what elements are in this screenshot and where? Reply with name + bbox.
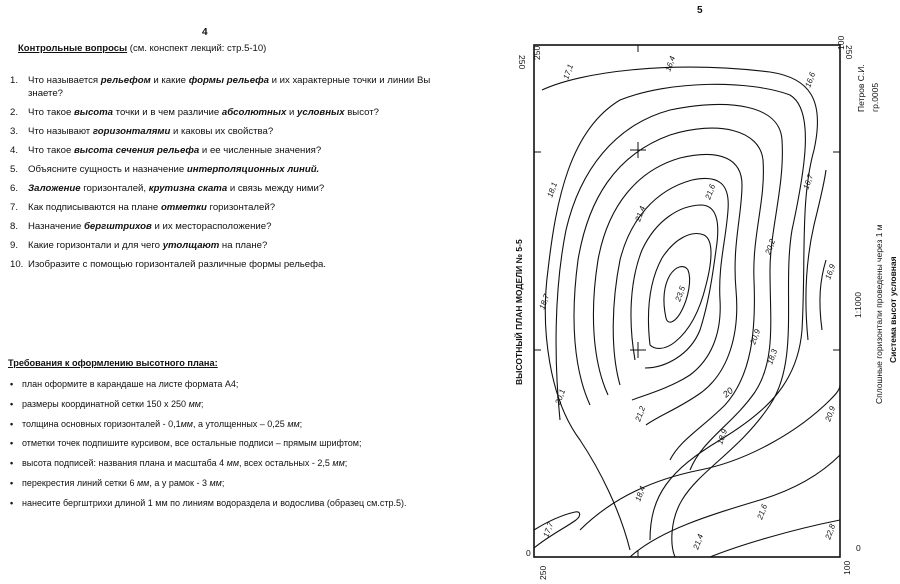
spot-height: 21,4 <box>691 532 706 551</box>
spot-height: 18,9 <box>715 427 730 446</box>
spot-height: 22,8 <box>823 522 838 541</box>
left_page.requirements.4-part: ; <box>344 458 348 469</box>
left_page.requirements.4-part: мм <box>226 458 239 469</box>
grid-label-bottom-right-y: 0 <box>856 543 861 553</box>
bullet-icon: • <box>10 398 14 409</box>
requirement-text <box>22 477 460 489</box>
question-item <box>10 258 455 271</box>
left_page.questions.1-part: и <box>286 107 298 118</box>
spot-height: 21,4 <box>633 204 648 223</box>
requirement-text <box>22 437 460 449</box>
left_page.questions.0-part: и какие <box>150 75 189 86</box>
left_page.requirements.2-part: ; <box>299 418 303 429</box>
height-system-note: Система высот условная <box>888 256 898 363</box>
bullet-icon: • <box>10 477 14 488</box>
left_page.requirements.5-part: ; <box>221 477 225 488</box>
bullet-icon: • <box>10 458 14 469</box>
left_page.questions.1-part: высота <box>73 107 114 118</box>
requirement-text <box>22 378 460 390</box>
bullet-icon: • <box>10 418 14 429</box>
grid-label-top-left-y: 250 <box>517 55 527 70</box>
spot-height: 16,4 <box>663 54 678 73</box>
question-text <box>28 125 455 138</box>
contour-line-3 <box>556 105 782 470</box>
question-item <box>10 144 455 157</box>
left_page.questions.8-part: Какие горизонтали и для чего <box>28 240 163 251</box>
question-number: 1. <box>10 75 19 86</box>
left_page.questions.0-part: рельефом <box>100 75 151 86</box>
left_page.questions.1-part: условных <box>297 107 345 118</box>
requirement-item <box>10 378 460 390</box>
spot-height: 17,7 <box>541 520 556 539</box>
question-text <box>28 74 455 100</box>
requirement-text <box>22 398 460 410</box>
contour-line-14 <box>806 170 826 340</box>
left_page.questions.1-part: Что такое <box>28 107 74 118</box>
left_page.questions.0-part: формы рельефа <box>188 75 269 86</box>
requirements-heading <box>8 358 218 368</box>
left_page.requirements.2-part: мм <box>180 418 193 429</box>
question-item <box>10 163 455 176</box>
author-name: Петров С.И. <box>856 64 866 112</box>
contour-line-12 <box>710 520 840 557</box>
left_page.questions.6-part: горизонталей? <box>206 202 276 213</box>
left_page.questions.7-part: Назначение <box>28 221 84 232</box>
left_page.questions.6-part: Как подписываются на плане <box>28 202 161 213</box>
requirement-item <box>10 457 460 469</box>
question-number: 4. <box>10 145 19 156</box>
left_page.questions.0-part: и их характерные точки и линии Вы знаете? <box>28 75 431 99</box>
elevation-plan-map <box>470 0 900 584</box>
left_page.questions.1-part: точки и в чем различие <box>113 107 222 118</box>
question-text <box>28 201 455 214</box>
question-number: 9. <box>10 240 19 251</box>
spot-height: 20,1 <box>553 387 568 406</box>
questions-list <box>10 74 455 277</box>
spot-height: 20,9 <box>748 327 763 346</box>
grid-label-top-right-y: 250 <box>844 45 854 60</box>
question-text <box>28 239 455 252</box>
question-text <box>28 163 455 176</box>
question-number: 6. <box>10 183 19 194</box>
question-text <box>28 144 455 157</box>
question-item <box>10 220 455 233</box>
left_page.requirements.5-part: , а у рамок - 3 <box>149 477 210 488</box>
requirement-text <box>22 418 460 430</box>
question-item <box>10 239 455 252</box>
left_page.requirements.6-part: нанесите бергштрихи длиной 1 мм по линиям водораздела и водослива (образец см.стр.5). <box>22 497 407 508</box>
spot-height: 21,2 <box>633 404 648 423</box>
left_page.questions.2-part: Что называют <box>28 126 93 137</box>
plan-scale: 1:1000 <box>853 292 863 318</box>
left_page.questions.8-part: утолщают <box>162 240 220 251</box>
question-number: 8. <box>10 221 19 232</box>
question-number: 3. <box>10 126 19 137</box>
grid-label-bottom-right-x: 100 <box>842 560 852 575</box>
plan-frame <box>534 45 840 557</box>
spot-height: 17,1 <box>561 62 576 81</box>
question-number: 2. <box>10 107 19 118</box>
left_page.requirements.1-part: ; <box>200 398 204 409</box>
contour-line-13 <box>534 512 580 548</box>
left_page.questions.5-part: и связь между ними? <box>227 183 325 194</box>
question-item <box>10 106 455 119</box>
left_page.requirements.1-part: размеры координатной сетки 150 x 250 <box>22 398 189 409</box>
left_page.requirements.2-part: мм <box>287 418 300 429</box>
left_page.questions.3-part: высота сечения рельефа <box>73 145 200 156</box>
spot-height: 16,6 <box>803 70 818 89</box>
requirement-item <box>10 437 460 449</box>
control-questions-title: Контрольные вопросы <box>18 43 128 54</box>
bullet-icon: • <box>10 497 14 508</box>
left_page.questions.5-part: горизонталей, <box>80 183 149 194</box>
left_page.requirements.2-part: толщина основных горизонталей - 0,1 <box>22 418 181 429</box>
spot-height: 18,7 <box>537 292 552 311</box>
left_page.requirements.5-part: мм <box>136 477 150 488</box>
grid-label-bottom-left-y: 0 <box>526 548 531 558</box>
left_page.questions.5-part: Заложение <box>28 183 81 194</box>
left_page.questions.8-part: на плане? <box>219 240 268 251</box>
left_page.requirements.2-part: , а утолщенных – 0,25 <box>192 418 288 429</box>
spot-height: 21,6 <box>703 182 718 201</box>
left_page.questions.4-part: интерполяционных линий. <box>186 164 320 175</box>
spot-height: 18,3 <box>765 347 780 366</box>
contour-interval-note: Сплошные горизонтали проведены через 1 м <box>874 224 884 404</box>
requirement-text <box>22 497 460 509</box>
spot-height: 20,9 <box>823 404 838 423</box>
author-group: гр.0005 <box>870 82 880 112</box>
bullet-icon: • <box>10 438 14 449</box>
left_page.questions.5-part: крутизна ската <box>148 183 228 194</box>
contour-label: 20 <box>720 385 735 400</box>
left_page.questions.2-part: и каковы их свойства? <box>170 126 274 137</box>
question-text <box>28 258 455 271</box>
spot-height: 20,2 <box>763 237 778 256</box>
requirement-item <box>10 477 460 489</box>
requirement-item <box>10 497 460 509</box>
spot-height: 18,4 <box>633 484 648 503</box>
question-item <box>10 74 455 100</box>
grid-label-top-right-x: 100 <box>836 35 846 50</box>
left_page.requirements.4-part: , всех остальных - 2,5 <box>239 458 333 469</box>
spot-height: 21,6 <box>755 502 770 521</box>
left_page.questions.4-part: Объясните сущность и назначение <box>28 164 187 175</box>
page-number-left: 4 <box>202 27 208 38</box>
contour-line-2 <box>545 84 805 557</box>
left_page.requirements.4-part: мм <box>332 458 345 469</box>
spot-height: 16,7 <box>801 172 816 191</box>
requirement-item <box>10 398 460 410</box>
left_page.questions.2-part: горизонталями <box>92 126 171 137</box>
question-text <box>28 182 455 195</box>
requirement-text <box>22 457 460 469</box>
plan-title: ВЫСОТНЫЙ ПЛАН МОДЕЛИ № 5-5 <box>514 239 524 385</box>
contour-line-6 <box>613 178 728 400</box>
left_page.requirements.3-part: отметки точек подпишите курсивом, все остальные подписи – прямым шрифтом; <box>22 438 362 449</box>
control-questions-note: (см. конспект лекций: стр.5-10) <box>129 43 267 54</box>
question-number: 10. <box>10 259 24 270</box>
left_page.questions.9-part: Изобразите с помощью горизонталей различные формы рельефа. <box>28 259 327 270</box>
left_page.questions.7-part: бергштрихов <box>83 221 152 232</box>
grid-ticks <box>534 45 840 557</box>
left_page.questions.3-part: и ее численные значения? <box>199 145 322 156</box>
bullet-icon: • <box>10 379 14 389</box>
requirement-item <box>10 418 460 430</box>
grid-label-top-left-x: 250 <box>532 45 542 60</box>
left_page.questions.1-part: высот? <box>344 107 379 118</box>
requirements-heading-text: Требования к оформлению высотного плана: <box>8 358 218 368</box>
question-number: 7. <box>10 202 19 213</box>
spot-height: 18,1 <box>545 180 560 199</box>
question-item <box>10 182 455 195</box>
question-item <box>10 125 455 138</box>
left_page.questions.1-part: абсолютных <box>221 107 287 118</box>
contour-lines <box>534 67 840 557</box>
contour-line-7 <box>631 205 718 368</box>
left_page.requirements.4-part: высота подписей: названия плана и масштаба 4 <box>22 458 227 469</box>
left_page.questions.7-part: и их месторасположение? <box>151 221 272 232</box>
question-number: 5. <box>10 164 19 175</box>
spot-heights <box>537 54 837 551</box>
contour-line-10 <box>580 385 840 530</box>
page-number-right: 5 <box>697 5 703 16</box>
spot-height: 23,5 <box>673 284 688 303</box>
question-text <box>28 220 455 233</box>
contour-line-11 <box>630 455 840 557</box>
left_page.questions.3-part: Что такое <box>28 145 74 156</box>
left_page.requirements.5-part: мм <box>209 477 222 488</box>
spot-height: 16,9 <box>823 262 838 281</box>
left_page.questions.0-part: Что называется <box>28 75 101 86</box>
question-text <box>28 106 455 119</box>
grid-label-bottom-left-x: 250 <box>538 565 548 580</box>
left_page.requirements.1-part: мм <box>188 398 201 409</box>
control-questions-heading <box>18 43 266 54</box>
left_page.requirements.5-part: перекрестия линий сетки 6 <box>22 477 137 488</box>
right-page <box>470 0 900 584</box>
left_page.questions.6-part: отметки <box>160 202 207 213</box>
question-item <box>10 201 455 214</box>
requirements-list <box>10 378 460 517</box>
contour-line-4 <box>574 128 763 460</box>
left_page.requirements.0-part: план оформите в карандаше на листе формата А4; <box>22 379 239 389</box>
